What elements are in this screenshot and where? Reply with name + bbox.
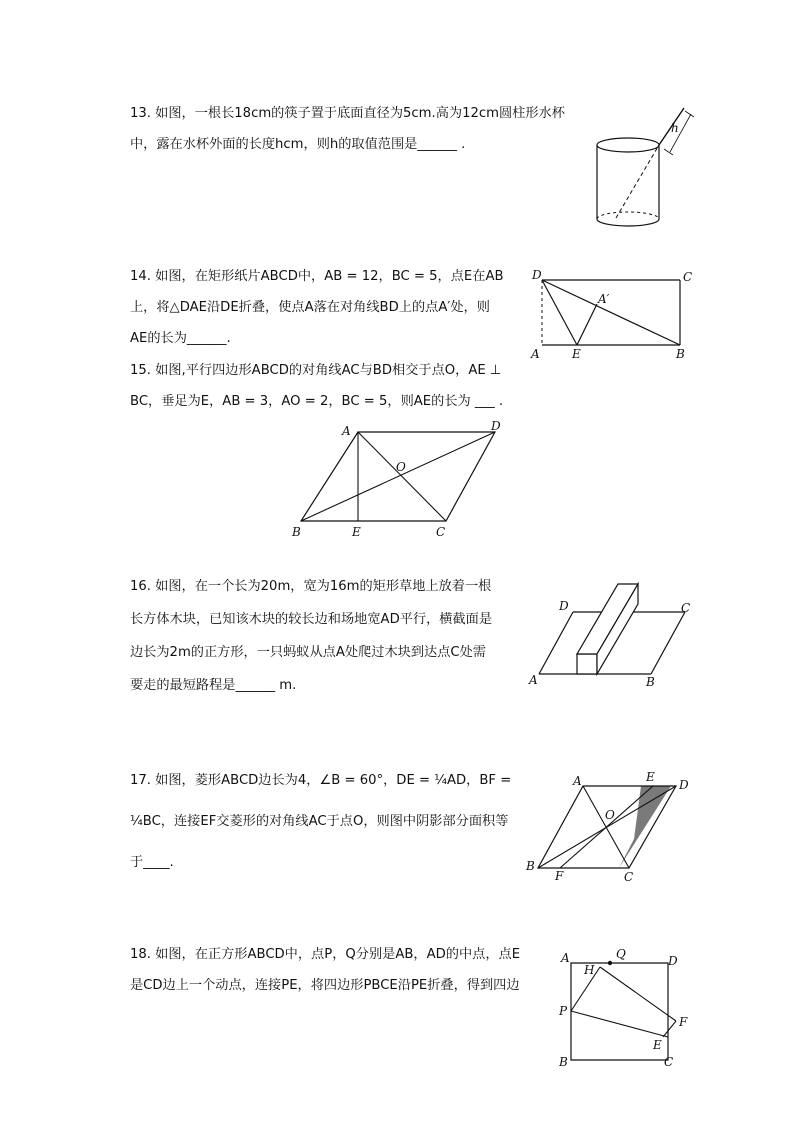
q17-line-2: ¼BC，连接EF交菱形的对角线AC于点O，则图中阴影部分面积等 [130,814,509,829]
q18-label-B: B [559,1055,568,1069]
q14-label-D: D [532,268,542,282]
q16-line-3: 边长为2m的正方形，一只蚂蚁从点A处爬过木块到达点C处需 [130,645,486,660]
q16-label-B: B [646,675,655,689]
q14-label-C: C [683,270,693,284]
q18-label-A: A [561,951,570,965]
q15-parallelogram-figure [286,418,511,543]
q18-label-D: D [668,954,678,968]
q15-label-C: C [436,525,446,539]
q15-line-2: BC，垂足为E，AB = 3，AO = 2，BC = 5，则AE的长为 ___ . [130,394,504,409]
q13-cup-figure [588,100,698,235]
question-13 [130,99,565,159]
q17-label-A: A [573,774,582,788]
q17-line-1: 17. 如图，菱形ABCD边长为4，∠B = 60°，DE = ¼AD，BF = [130,773,512,788]
q18-label-H: H [584,963,595,977]
q17-label-F: F [555,869,564,883]
question-16 [130,572,520,700]
q18-label-F: F [679,1015,688,1029]
q13-line-2: 中，露在水杯外面的长度hcm，则h的取值范围是______ . [130,137,466,152]
q18-label-P: P [559,1004,568,1018]
q16-line-1: 16. 如图，在一个长为20m，宽为16m的矩形草地上放着一根 [130,579,492,594]
q13-label-h: h [671,121,679,135]
q14-line-3: AE的长为______. [130,331,231,346]
q14-line-2: 上，将△DAE沿DE折叠，使点A落在对角线BD上的点A′处，则 [130,300,490,315]
q16-label-C: C [681,601,691,615]
q16-line-2: 长方体木块，已知该木块的较长边和场地宽AD平行，横截面是 [130,612,493,627]
q17-label-D: D [679,778,689,792]
q16-label-D: D [559,599,569,613]
question-15 [130,356,520,416]
q14-label-E: E [572,347,581,361]
q16-label-A: A [529,673,538,687]
q17-label-C: C [624,870,634,884]
q15-label-O: O [396,460,406,474]
q18-label-Q: Q [616,947,626,961]
q14-rectangle-figure [528,265,698,365]
q14-label-A-prime: A′ [598,292,610,306]
q17-label-B: B [526,859,535,873]
question-14 [130,262,520,353]
q18-line-2: 是CD边上一个动点，连接PE，将四边形PBCE沿PE折叠，得到四边 [130,978,520,993]
q14-label-A: A [531,347,540,361]
question-18 [130,940,520,1000]
q14-line-1: 14. 如图，在矩形纸片ABCD中，AB = 12，BC = 5，点E在AB [130,269,504,284]
q15-label-E: E [352,525,361,539]
q17-label-E: E [646,770,655,784]
q18-square-figure [556,945,696,1070]
q14-label-B: B [676,347,685,361]
q17-rhombus-figure [522,770,697,885]
q17-label-O: O [605,808,615,822]
q15-label-A: A [342,424,351,438]
q15-label-D: D [491,419,501,433]
q18-label-E: E [653,1038,662,1052]
q15-line-1: 15. 如图,平行四边形ABCD的对角线AC与BD相交于点O，AE ⊥ [130,363,502,378]
q18-line-1: 18. 如图，在正方形ABCD中，点P，Q分别是AB，AD的中点，点E [130,947,521,962]
q16-field-figure [525,578,700,690]
q13-line-1: 13. 如图，一根长18cm的筷子置于底面直径为5cm.高为12cm圆柱形水杯 [130,106,565,121]
q18-label-C: C [664,1055,674,1069]
q16-line-4: 要走的最短路程是______ m. [130,678,297,693]
q15-label-B: B [292,525,301,539]
q17-line-3: 于____. [130,855,174,870]
question-17 [130,766,520,877]
